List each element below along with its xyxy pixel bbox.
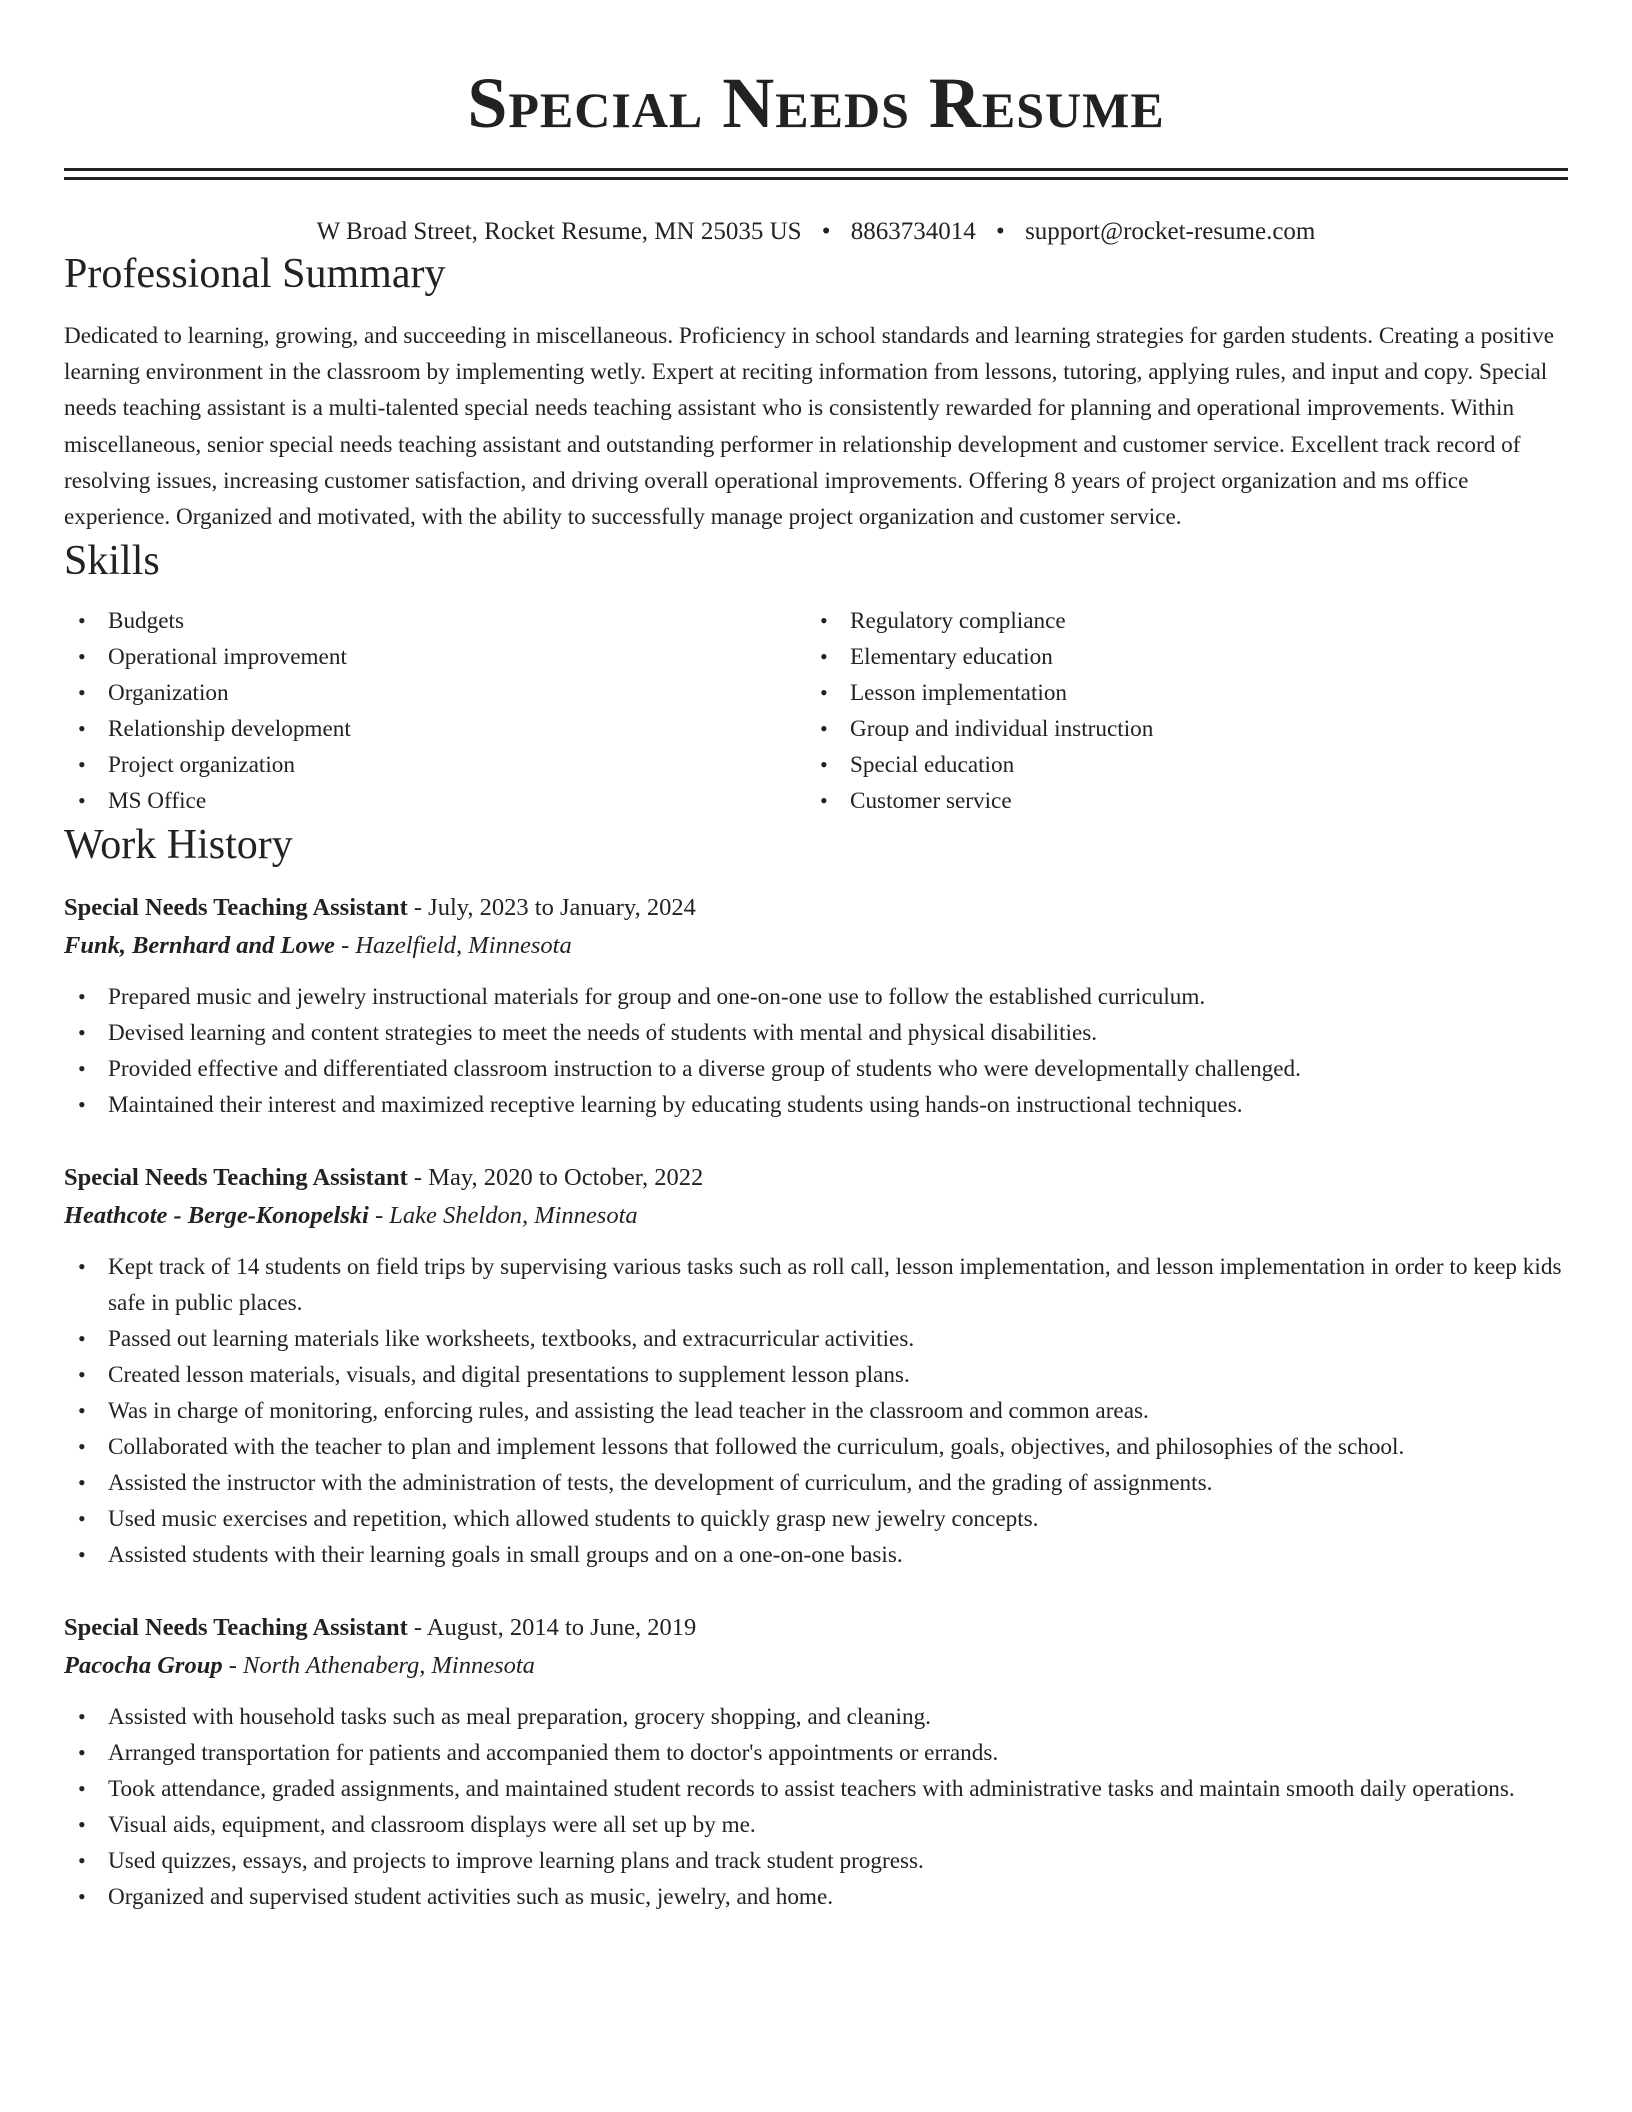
skill-item: • Special education	[806, 747, 1548, 783]
job-entry	[64, 1159, 1568, 1573]
job-title-line	[64, 1159, 1568, 1197]
skill-item: • Lesson implementation	[806, 675, 1548, 711]
summary-text: Dedicated to learning, growing, and succeeding in miscellaneous. Proficiency in school standards and learning strategies for garden students. Creating a positive learning environment in the classroom by implementing wetly. Expert at reciting information from lessons, tutoring, applying rules, and input and copy. Special needs teaching assistant is a multi-talented special needs teaching assistant who is consistently rewarded for planning and operational improvements. Within miscellaneous, senior special needs teaching assistant and outstanding performer in relationship development and customer service. Excellent track record of resolving issues, increasing customer satisfaction, and driving overall operational improvements. Offering 8 years of project organization and ms office experience. Organized and motivated, with the ability to successfully manage project organization and customer service.	[64, 323, 1555, 531]
skills-column-right	[806, 603, 1548, 819]
skill-item: • Relationship development	[64, 711, 806, 747]
job-bullets	[64, 979, 1568, 1123]
job-company: Heathcote - Berge-Konopelski	[64, 1202, 369, 1230]
job-bullet: • Collaborated with the teacher to plan and implement lessons that followed the curriculum, goals, objectives, and philosophies of the school.	[64, 1429, 1568, 1465]
title-divider-bottom	[64, 177, 1568, 180]
contact-email: support@rocket-resume.com	[1025, 218, 1316, 245]
job-bullet: • Assisted the instructor with the administration of tests, the development of curriculum, and the grading of assignments.	[64, 1465, 1568, 1501]
skill-item: • Group and individual instruction	[806, 711, 1548, 747]
job-bullet: • Prepared music and jewelry instructional materials for group and one-on-one use to follow the established curriculum.	[64, 979, 1568, 1015]
job-title: Special Needs Teaching Assistant	[64, 1614, 408, 1642]
skill-item: • Budgets	[64, 603, 806, 639]
title-divider-top	[64, 168, 1568, 171]
contact-address: W Broad Street, Rocket Resume, MN 25035 US	[316, 218, 802, 245]
job-dates: - August, 2014 to June, 2019	[407, 1614, 697, 1642]
job-location: - Hazelfield, Minnesota	[334, 932, 572, 960]
skill-item: • MS Office	[64, 783, 806, 819]
job-bullet: • Used music exercises and repetition, which allowed students to quickly grasp new jewelry concepts.	[64, 1501, 1568, 1537]
resume-title: Special Needs Resume	[467, 63, 1165, 143]
skill-item: • Regulatory compliance	[806, 603, 1548, 639]
job-title-line	[64, 1609, 1568, 1647]
skills-column-left	[64, 603, 806, 819]
contact-separator: •	[996, 218, 1005, 245]
job-entry	[64, 889, 1568, 1123]
job-company-line	[64, 927, 1568, 965]
job-bullet: • Kept track of 14 students on field trips by supervising various tasks such as roll call, lesson implementation, and lesson implementation in order to keep kids safe in public places.	[64, 1249, 1568, 1321]
job-bullet: • Assisted students with their learning goals in small groups and on a one-on-one basis.	[64, 1537, 1568, 1573]
skill-item: • Organization	[64, 675, 806, 711]
job-company-line	[64, 1197, 1568, 1235]
skills-heading: Skills	[64, 538, 160, 585]
skill-item: • Operational improvement	[64, 639, 806, 675]
job-bullet: • Provided effective and differentiated classroom instruction to a diverse group of students who were developmentally challenged.	[64, 1051, 1568, 1087]
job-dates: - July, 2023 to January, 2024	[407, 894, 696, 922]
job-entry	[64, 1609, 1568, 1915]
skills-list	[64, 603, 1568, 819]
work-history-list	[64, 889, 1568, 1915]
job-bullet: • Created lesson materials, visuals, and digital presentations to supplement lesson plans.	[64, 1357, 1568, 1393]
job-bullet: • Arranged transportation for patients and accompanied them to doctor's appointments or errands.	[64, 1735, 1568, 1771]
work-history-heading: Work History	[64, 822, 293, 869]
job-bullet: • Devised learning and content strategies to meet the needs of students with mental and physical disabilities.	[64, 1015, 1568, 1051]
contact-phone: 8863734014	[850, 218, 976, 245]
contact-line	[64, 216, 1568, 248]
job-bullet: • Assisted with household tasks such as meal preparation, grocery shopping, and cleaning.	[64, 1699, 1568, 1735]
contact-separator: •	[821, 218, 831, 245]
job-location: - North Athenaberg, Minnesota	[222, 1652, 535, 1680]
job-bullet: • Was in charge of monitoring, enforcing rules, and assisting the lead teacher in the classroom and common areas.	[64, 1393, 1568, 1429]
job-title-line	[64, 889, 1568, 927]
job-bullets	[64, 1699, 1568, 1915]
summary-heading: Professional Summary	[64, 251, 446, 297]
job-dates: - May, 2020 to October, 2022	[407, 1164, 704, 1192]
job-bullet: • Used quizzes, essays, and projects to improve learning plans and track student progress.	[64, 1843, 1568, 1879]
job-company-line	[64, 1647, 1568, 1685]
job-bullet: • Organized and supervised student activities such as music, jewelry, and home.	[64, 1879, 1568, 1915]
job-bullet: • Visual aids, equipment, and classroom displays were all set up by me.	[64, 1807, 1568, 1843]
job-company: Funk, Bernhard and Lowe	[64, 932, 335, 960]
job-title: Special Needs Teaching Assistant	[64, 1164, 408, 1192]
job-title: Special Needs Teaching Assistant	[64, 894, 408, 922]
job-company: Pacocha Group	[64, 1652, 223, 1680]
job-location: - Lake Sheldon, Minnesota	[368, 1202, 638, 1230]
job-bullets	[64, 1249, 1568, 1573]
skill-item: • Elementary education	[806, 639, 1548, 675]
skill-item: • Customer service	[806, 783, 1548, 819]
job-bullet: • Took attendance, graded assignments, and maintained student records to assist teachers with administrative tasks and maintain smooth daily operations.	[64, 1771, 1568, 1807]
skill-item: • Project organization	[64, 747, 806, 783]
job-bullet: • Passed out learning materials like worksheets, textbooks, and extracurricular activities.	[64, 1321, 1568, 1357]
job-bullet: • Maintained their interest and maximized receptive learning by educating students using hands-on instructional techniques.	[64, 1087, 1568, 1123]
